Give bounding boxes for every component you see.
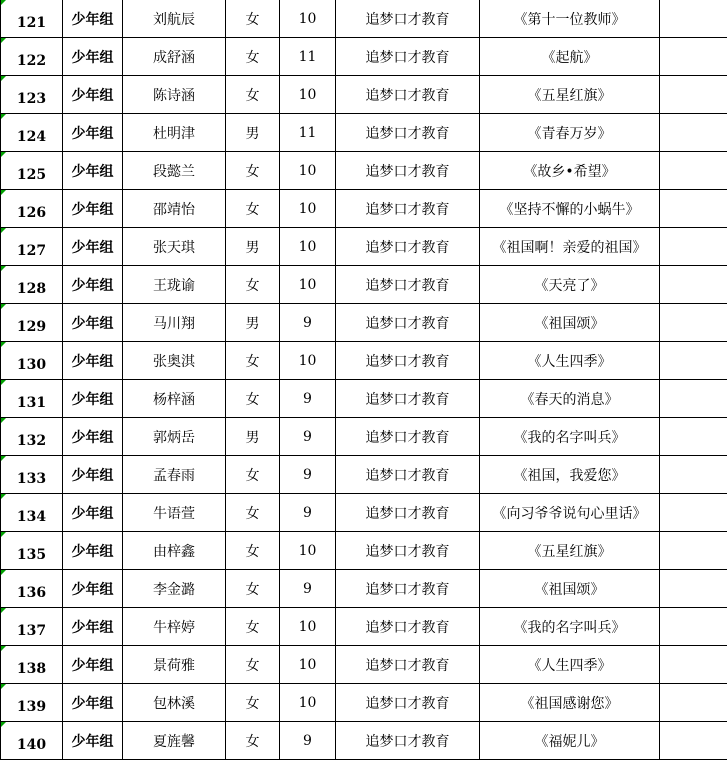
- cell-empty[interactable]: [660, 76, 727, 114]
- cell-age[interactable]: 9: [280, 722, 336, 760]
- cell-organization[interactable]: 追梦口才教育: [336, 608, 480, 646]
- cell-name[interactable]: 刘航辰: [123, 0, 226, 38]
- cell-group[interactable]: 少年组: [63, 114, 123, 152]
- cell-age[interactable]: 10: [280, 266, 336, 304]
- cell-number[interactable]: 130: [1, 342, 63, 380]
- cell-name[interactable]: 孟春雨: [123, 456, 226, 494]
- cell-empty[interactable]: [660, 228, 727, 266]
- cell-gender[interactable]: 女: [226, 532, 280, 570]
- cell-name[interactable]: 牛梓婷: [123, 608, 226, 646]
- table-row[interactable]: [1, 0, 727, 38]
- cell-age[interactable]: 11: [280, 38, 336, 76]
- cell-gender[interactable]: 男: [226, 418, 280, 456]
- cell-piece-title[interactable]: 《天亮了》: [480, 266, 660, 304]
- table-row[interactable]: [1, 684, 727, 722]
- cell-name[interactable]: 张奥淇: [123, 342, 226, 380]
- cell-number[interactable]: 134: [1, 494, 63, 532]
- cell-name[interactable]: 杨梓涵: [123, 380, 226, 418]
- cell-name[interactable]: 由梓鑫: [123, 532, 226, 570]
- cell-empty[interactable]: [660, 342, 727, 380]
- table-row[interactable]: [1, 570, 727, 608]
- cell-name[interactable]: 李金潞: [123, 570, 226, 608]
- cell-organization[interactable]: 追梦口才教育: [336, 342, 480, 380]
- cell-empty[interactable]: [660, 152, 727, 190]
- cell-organization[interactable]: 追梦口才教育: [336, 266, 480, 304]
- cell-gender[interactable]: 女: [226, 456, 280, 494]
- cell-age[interactable]: 10: [280, 646, 336, 684]
- table-row[interactable]: [1, 456, 727, 494]
- cell-organization[interactable]: 追梦口才教育: [336, 380, 480, 418]
- cell-age[interactable]: 11: [280, 114, 336, 152]
- cell-age[interactable]: 9: [280, 304, 336, 342]
- cell-gender[interactable]: 男: [226, 228, 280, 266]
- cell-piece-title[interactable]: 《青春万岁》: [480, 114, 660, 152]
- cell-piece-title[interactable]: 《起航》: [480, 38, 660, 76]
- cell-empty[interactable]: [660, 646, 727, 684]
- cell-age[interactable]: 10: [280, 152, 336, 190]
- cell-organization[interactable]: 追梦口才教育: [336, 304, 480, 342]
- cell-organization[interactable]: 追梦口才教育: [336, 722, 480, 760]
- cell-group[interactable]: 少年组: [63, 152, 123, 190]
- cell-name[interactable]: 王珑谕: [123, 266, 226, 304]
- cell-number[interactable]: 137: [1, 608, 63, 646]
- cell-name[interactable]: 马川翔: [123, 304, 226, 342]
- table-row[interactable]: [1, 342, 727, 380]
- table-row[interactable]: [1, 152, 727, 190]
- table-row[interactable]: [1, 532, 727, 570]
- cell-age[interactable]: 9: [280, 418, 336, 456]
- cell-name[interactable]: 景荷雅: [123, 646, 226, 684]
- cell-gender[interactable]: 女: [226, 608, 280, 646]
- cell-organization[interactable]: 追梦口才教育: [336, 114, 480, 152]
- cell-group[interactable]: 少年组: [63, 456, 123, 494]
- cell-group[interactable]: 少年组: [63, 380, 123, 418]
- cell-age[interactable]: 10: [280, 342, 336, 380]
- cell-number[interactable]: 129: [1, 304, 63, 342]
- cell-gender[interactable]: 女: [226, 76, 280, 114]
- cell-group[interactable]: 少年组: [63, 570, 123, 608]
- cell-group[interactable]: 少年组: [63, 38, 123, 76]
- cell-organization[interactable]: 追梦口才教育: [336, 646, 480, 684]
- table-row[interactable]: [1, 266, 727, 304]
- cell-name[interactable]: 张天琪: [123, 228, 226, 266]
- cell-organization[interactable]: 追梦口才教育: [336, 418, 480, 456]
- cell-number[interactable]: 133: [1, 456, 63, 494]
- cell-group[interactable]: 少年组: [63, 342, 123, 380]
- cell-empty[interactable]: [660, 456, 727, 494]
- cell-piece-title[interactable]: 《祖国颂》: [480, 304, 660, 342]
- cell-empty[interactable]: [660, 722, 727, 760]
- cell-name[interactable]: 成舒涵: [123, 38, 226, 76]
- cell-piece-title[interactable]: 《祖国，我爱您》: [480, 456, 660, 494]
- cell-age[interactable]: 10: [280, 684, 336, 722]
- cell-gender[interactable]: 女: [226, 0, 280, 38]
- cell-piece-title[interactable]: 《人生四季》: [480, 646, 660, 684]
- cell-piece-title[interactable]: 《五星红旗》: [480, 76, 660, 114]
- cell-empty[interactable]: [660, 304, 727, 342]
- table-row[interactable]: [1, 722, 727, 760]
- table-row[interactable]: [1, 380, 727, 418]
- cell-group[interactable]: 少年组: [63, 532, 123, 570]
- cell-number[interactable]: 139: [1, 684, 63, 722]
- cell-age[interactable]: 10: [280, 0, 336, 38]
- cell-piece-title[interactable]: 《五星红旗》: [480, 532, 660, 570]
- cell-piece-title[interactable]: 《坚持不懈的小蜗牛》: [480, 190, 660, 228]
- cell-piece-title[interactable]: 《福妮儿》: [480, 722, 660, 760]
- cell-organization[interactable]: 追梦口才教育: [336, 494, 480, 532]
- cell-gender[interactable]: 女: [226, 190, 280, 228]
- cell-piece-title[interactable]: 《春天的消息》: [480, 380, 660, 418]
- cell-piece-title[interactable]: 《向习爷爷说句心里话》: [480, 494, 660, 532]
- cell-group[interactable]: 少年组: [63, 418, 123, 456]
- cell-group[interactable]: 少年组: [63, 608, 123, 646]
- cell-number[interactable]: 131: [1, 380, 63, 418]
- cell-age[interactable]: 9: [280, 494, 336, 532]
- cell-group[interactable]: 少年组: [63, 722, 123, 760]
- cell-empty[interactable]: [660, 190, 727, 228]
- cell-empty[interactable]: [660, 0, 727, 38]
- cell-organization[interactable]: 追梦口才教育: [336, 0, 480, 38]
- cell-gender[interactable]: 女: [226, 380, 280, 418]
- cell-piece-title[interactable]: 《祖国啊！亲爱的祖国》: [480, 228, 660, 266]
- cell-age[interactable]: 9: [280, 456, 336, 494]
- cell-gender[interactable]: 女: [226, 152, 280, 190]
- table-row[interactable]: [1, 190, 727, 228]
- cell-piece-title[interactable]: 《我的名字叫兵》: [480, 608, 660, 646]
- cell-group[interactable]: 少年组: [63, 228, 123, 266]
- cell-number[interactable]: 132: [1, 418, 63, 456]
- cell-gender[interactable]: 女: [226, 266, 280, 304]
- cell-piece-title[interactable]: 《祖国感谢您》: [480, 684, 660, 722]
- cell-empty[interactable]: [660, 684, 727, 722]
- cell-piece-title[interactable]: 《故乡•希望》: [480, 152, 660, 190]
- cell-age[interactable]: 9: [280, 570, 336, 608]
- cell-organization[interactable]: 追梦口才教育: [336, 190, 480, 228]
- cell-organization[interactable]: 追梦口才教育: [336, 152, 480, 190]
- cell-empty[interactable]: [660, 266, 727, 304]
- cell-age[interactable]: 9: [280, 380, 336, 418]
- table-row[interactable]: [1, 76, 727, 114]
- cell-gender[interactable]: 女: [226, 342, 280, 380]
- cell-organization[interactable]: 追梦口才教育: [336, 228, 480, 266]
- table-row[interactable]: [1, 608, 727, 646]
- cell-gender[interactable]: 女: [226, 722, 280, 760]
- cell-empty[interactable]: [660, 114, 727, 152]
- cell-group[interactable]: 少年组: [63, 494, 123, 532]
- table-row[interactable]: [1, 38, 727, 76]
- cell-number[interactable]: 123: [1, 76, 63, 114]
- cell-name[interactable]: 杜明津: [123, 114, 226, 152]
- cell-number[interactable]: 125: [1, 152, 63, 190]
- cell-number[interactable]: 126: [1, 190, 63, 228]
- cell-name[interactable]: 邵靖怡: [123, 190, 226, 228]
- cell-name[interactable]: 包林溪: [123, 684, 226, 722]
- cell-empty[interactable]: [660, 532, 727, 570]
- cell-group[interactable]: 少年组: [63, 266, 123, 304]
- cell-gender[interactable]: 女: [226, 494, 280, 532]
- cell-age[interactable]: 10: [280, 76, 336, 114]
- roster-rows: [1, 0, 727, 760]
- cell-group[interactable]: 少年组: [63, 190, 123, 228]
- table-row[interactable]: [1, 418, 727, 456]
- table-row[interactable]: [1, 646, 727, 684]
- cell-number[interactable]: 127: [1, 228, 63, 266]
- cell-group[interactable]: 少年组: [63, 646, 123, 684]
- cell-empty[interactable]: [660, 380, 727, 418]
- cell-name[interactable]: 段懿兰: [123, 152, 226, 190]
- cell-gender[interactable]: 女: [226, 570, 280, 608]
- cell-name[interactable]: 陈诗涵: [123, 76, 226, 114]
- cell-piece-title[interactable]: 《第十一位教师》: [480, 0, 660, 38]
- cell-organization[interactable]: 追梦口才教育: [336, 684, 480, 722]
- cell-number[interactable]: 135: [1, 532, 63, 570]
- table-row[interactable]: [1, 114, 727, 152]
- cell-organization[interactable]: 追梦口才教育: [336, 76, 480, 114]
- cell-gender[interactable]: 男: [226, 114, 280, 152]
- cell-name[interactable]: 郭炳岳: [123, 418, 226, 456]
- cell-empty[interactable]: [660, 38, 727, 76]
- cell-group[interactable]: 少年组: [63, 684, 123, 722]
- cell-organization[interactable]: 追梦口才教育: [336, 38, 480, 76]
- cell-empty[interactable]: [660, 418, 727, 456]
- cell-gender[interactable]: 男: [226, 304, 280, 342]
- cell-name[interactable]: 牛语萱: [123, 494, 226, 532]
- cell-empty[interactable]: [660, 608, 727, 646]
- cell-number[interactable]: 122: [1, 38, 63, 76]
- cell-gender[interactable]: 女: [226, 646, 280, 684]
- cell-group[interactable]: 少年组: [63, 0, 123, 38]
- cell-age[interactable]: 10: [280, 532, 336, 570]
- cell-age[interactable]: 10: [280, 608, 336, 646]
- cell-piece-title[interactable]: 《我的名字叫兵》: [480, 418, 660, 456]
- cell-group[interactable]: 少年组: [63, 76, 123, 114]
- cell-number[interactable]: 140: [1, 722, 63, 760]
- cell-organization[interactable]: 追梦口才教育: [336, 570, 480, 608]
- cell-number[interactable]: 138: [1, 646, 63, 684]
- cell-piece-title[interactable]: 《祖国颂》: [480, 570, 660, 608]
- cell-gender[interactable]: 女: [226, 38, 280, 76]
- table-row[interactable]: [1, 494, 727, 532]
- table-row[interactable]: [1, 228, 727, 266]
- cell-gender[interactable]: 女: [226, 684, 280, 722]
- cell-number[interactable]: 128: [1, 266, 63, 304]
- cell-age[interactable]: 10: [280, 228, 336, 266]
- cell-age[interactable]: 10: [280, 190, 336, 228]
- table-row[interactable]: [1, 304, 727, 342]
- cell-empty[interactable]: [660, 494, 727, 532]
- cell-number[interactable]: 136: [1, 570, 63, 608]
- cell-empty[interactable]: [660, 570, 727, 608]
- cell-group[interactable]: 少年组: [63, 304, 123, 342]
- cell-organization[interactable]: 追梦口才教育: [336, 456, 480, 494]
- cell-organization[interactable]: 追梦口才教育: [336, 532, 480, 570]
- cell-number[interactable]: 121: [1, 0, 63, 38]
- cell-number[interactable]: 124: [1, 114, 63, 152]
- cell-piece-title[interactable]: 《人生四季》: [480, 342, 660, 380]
- cell-name[interactable]: 夏旌馨: [123, 722, 226, 760]
